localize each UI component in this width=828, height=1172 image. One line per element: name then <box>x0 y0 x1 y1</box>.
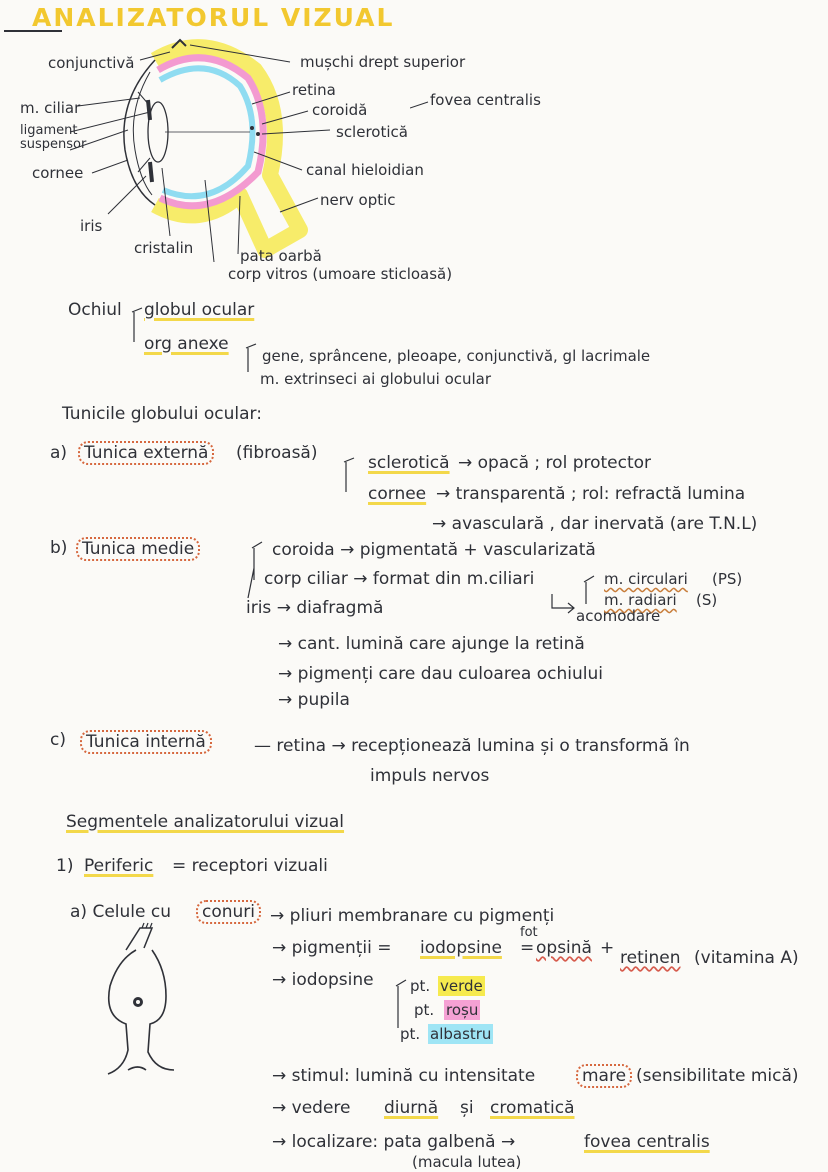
iris-line: iris → diafragmă <box>246 598 384 618</box>
tunica-externa: Tunica externă <box>78 441 214 465</box>
cornee: cornee <box>368 484 427 504</box>
pt-1: pt. <box>410 977 431 995</box>
label-nerv: nerv optic <box>320 191 396 209</box>
tunica-interna: Tunica internă <box>80 730 212 754</box>
plus-sign: + <box>600 938 615 958</box>
label-sclerotica: sclerotică <box>336 123 408 141</box>
label-cornee: cornee <box>32 164 84 182</box>
anexe-line2: m. extrinseci ai globului ocular <box>260 370 492 388</box>
tunicile-heading: Tunicile globului ocular: <box>62 404 262 424</box>
rosu: roșu <box>446 1001 479 1019</box>
cornee-desc2: → avasculară , dar inervată (are T.N.L) <box>432 514 758 534</box>
pt-3: pt. <box>400 1025 421 1043</box>
externa-brace <box>342 456 362 496</box>
celule-cu: a) Celule cu <box>70 902 171 922</box>
label-retina: retina <box>292 81 336 99</box>
verde: verde <box>440 977 483 995</box>
si: și <box>460 1098 474 1118</box>
conuri-l2b: = <box>520 938 535 958</box>
label-suspensor: suspensor <box>20 137 87 152</box>
s-label: (S) <box>696 591 718 609</box>
conuri: conuri <box>196 900 261 924</box>
conuri-l1: → pliuri membranare cu pigmenți <box>270 906 555 926</box>
mare: mare <box>576 1064 632 1088</box>
pt-2: pt. <box>414 1001 435 1019</box>
conuri-l6a: → localizare: pata galbenă → <box>272 1132 516 1152</box>
conuri-l5a: → vedere <box>272 1098 351 1118</box>
sclerotica: sclerotică <box>368 453 450 473</box>
fovea-centralis: fovea centralis <box>584 1132 710 1152</box>
org-anexe: org anexe <box>144 334 229 354</box>
interna-desc1: — retina → recepționează lumina și o transformă în <box>254 736 690 756</box>
m-radiari: m. radiari <box>604 591 677 609</box>
tunica-externa-type: (fibroasă) <box>236 443 318 463</box>
label-coroida: coroidă <box>312 101 368 119</box>
label-canal: canal hieloidian <box>306 161 424 179</box>
conuri-l3: → iodopsine <box>272 970 374 990</box>
conuri-l4b: (sensibilitate mică) <box>636 1066 799 1086</box>
macula-lutea: (macula lutea) <box>412 1153 522 1171</box>
sclerotica-desc: → opacă ; rol protector <box>458 453 652 473</box>
label-pata-oarba: pata oarbă <box>240 247 322 265</box>
cone-cell-sketch <box>96 920 196 1080</box>
iris-item-3: → pupila <box>278 690 350 710</box>
iris-item-1: → cant. lumină care ajunge la retină <box>278 634 585 654</box>
ochiul-brace <box>130 306 150 346</box>
iris-item-2: → pigmenți care dau culoarea ochiului <box>278 664 603 684</box>
tunica-medie: Tunica medie <box>76 537 200 561</box>
corp-ciliar: corp ciliar → format din m.ciliari <box>264 569 535 589</box>
ciliar-brace <box>582 574 600 610</box>
acomodare-arrow <box>548 594 578 614</box>
periferic: Periferic <box>84 856 154 876</box>
interna-desc2: impuls nervos <box>370 766 490 786</box>
label-m-ciliar: m. ciliar <box>20 99 81 117</box>
label-cristalin: cristalin <box>134 239 194 257</box>
retinen: retinen <box>620 948 681 968</box>
periferic-desc: = receptori vizuali <box>172 856 328 876</box>
conuri-l2a: → pigmenții = <box>272 938 392 958</box>
segmente-heading: Segmentele analizatorului vizual <box>66 812 345 832</box>
periferic-prefix: 1) <box>56 856 74 876</box>
globul-ocular: globul ocular <box>144 300 255 320</box>
albastru: albastru <box>430 1025 492 1043</box>
tunica-b-prefix: b) <box>50 538 68 558</box>
tunica-a-prefix: a) <box>50 443 68 463</box>
coroida: coroida → pigmentată + vascularizată <box>272 540 596 560</box>
cromatica: cromatică <box>490 1098 575 1118</box>
label-fovea: fovea centralis <box>430 91 541 109</box>
iodopsine: iodopsine <box>420 938 502 958</box>
label-iris: iris <box>80 217 103 235</box>
diurna: diurnă <box>384 1098 439 1118</box>
anexe-line1: gene, sprâncene, pleoape, conjunctivă, gl lacrimale <box>262 347 651 365</box>
m-circulari: m. circulari <box>604 570 688 588</box>
fot-label: fot <box>520 925 538 940</box>
label-conjunctiva: conjunctivă <box>48 54 135 72</box>
cornee-desc: → transparentă ; rol: refractă lumina <box>436 484 746 504</box>
vitamina: (vitamina A) <box>694 948 799 968</box>
page-title: ANALIZATORUL VIZUAL <box>32 3 395 32</box>
tunica-c-prefix: c) <box>50 730 66 750</box>
opsina: opsină <box>536 938 592 958</box>
anexe-brace <box>244 342 260 378</box>
label-muschi: mușchi drept superior <box>300 53 466 71</box>
ps-label: (PS) <box>712 570 743 588</box>
acomodare: acomodare <box>576 607 661 625</box>
conuri-l4a: → stimul: lumină cu intensitate <box>272 1066 536 1086</box>
ochiul-label: Ochiul <box>68 300 122 320</box>
label-ligament: ligament <box>20 123 78 138</box>
label-corp-vitros: corp vitros (umoare sticloasă) <box>228 265 453 283</box>
